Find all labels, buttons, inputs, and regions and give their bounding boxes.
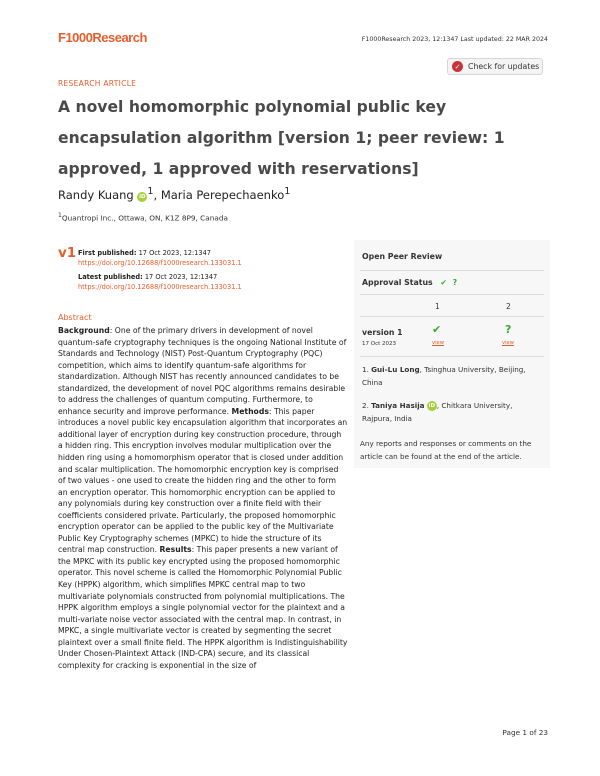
approved-check-icon: ✔ xyxy=(440,278,447,287)
reviewer-name[interactable]: Taniya Hasija xyxy=(371,401,425,410)
first-doi-link[interactable]: https://doi.org/10.12688/f1000research.133031.1 xyxy=(78,259,242,267)
open-peer-review-title: Open Peer Review xyxy=(362,252,443,261)
view-report-2-link[interactable]: view xyxy=(502,340,514,346)
reservations-question-icon: ? xyxy=(452,278,458,287)
author-name[interactable]: Maria Perepechaenko xyxy=(160,187,285,202)
reports-note: Any reports and responses or comments on the article can be found at the end of the article. xyxy=(360,439,532,461)
affiliation xyxy=(58,212,228,222)
divider xyxy=(360,316,544,317)
author-list: Randy Kuang iD $^1$, Maria Perepechaenko$^1$ xyxy=(58,186,291,202)
version-1-date: 17 Oct 2023 xyxy=(362,341,397,347)
crossmark-icon: ✓ xyxy=(452,61,463,72)
article-type: RESEARCH ARTICLE xyxy=(58,79,137,88)
latest-published-date: 17 Oct 2023, 12:1347 xyxy=(144,273,218,281)
first-published-label: First published: xyxy=(78,249,137,257)
journal-logo: F1000Research xyxy=(58,30,147,45)
reviewer-number: 1. xyxy=(362,365,369,374)
publication-info xyxy=(78,248,242,292)
article-title: A novel homomorphic polynomial public key encapsulation algorithm [version 1; peer review: 1 approved, 1 approved with reservations] xyxy=(58,98,505,178)
reservations-question-icon: ? xyxy=(505,323,512,336)
affiliation-sup: 1 xyxy=(58,212,62,219)
divider xyxy=(360,294,544,295)
reviewer-affiliation: , Tsinghua University, Beijing, China xyxy=(362,365,526,387)
results-label: Results xyxy=(159,545,192,555)
background-label: Background xyxy=(58,326,110,335)
orcid-icon[interactable]: iD xyxy=(139,193,146,200)
reviewer-item xyxy=(362,400,542,425)
methods-text: : This paper introduces a novel public key encapsulation algorithm that incorporates an additional layer of encryption during key construction procedure, through a hidden ring. This encryption involves modular multiplication over the hidden ring using a homomorphism operator that is closed under addition and scalar multiplication. The homomorphic encryption key is comprised of two values - one used to create the hidden ring and the other to form an encryption operator. This homomorphic encryption can be applied to any polynomials during key construction over a finite field with their coefficients considered private. Particularly, the proposed homomorphic encryption operator can be applied to the public key of the Multivariate Public Key Cryptography schemes (MPKC) to hide the structure of its central map construction. xyxy=(58,406,348,555)
view-report-1-link[interactable]: view xyxy=(432,340,444,346)
first-published-date: 17 Oct 2023, 12:1347 xyxy=(138,249,211,257)
methods-label: Methods xyxy=(231,406,269,416)
approval-status-label xyxy=(362,278,457,287)
check-for-updates-button[interactable] xyxy=(447,58,543,75)
affiliation-text: Quantropi Inc., Ottawa, ON, K1Z 8P9, Canada xyxy=(61,213,228,223)
approval-status-text: Approval Status xyxy=(362,278,433,287)
reviewer-item xyxy=(362,364,542,389)
orcid-icon[interactable]: iD xyxy=(428,403,436,409)
abstract-heading: Abstract xyxy=(58,313,92,322)
reviewer-column-1: 1 xyxy=(435,302,440,311)
abstract-body xyxy=(58,325,348,671)
version-1-label: version 1 xyxy=(362,328,403,337)
background-text: : One of the primary drivers in development of novel quantum-safe cryptography techniques is the ongoing National Institute of Standards and Technology (NIST) Post-Quantum Cryptography (PQC) competition, which aims to identify quantum-safe algorithms for standardization. Although NIST has recently announced candidates to be standardized, the development of novel PQC algorithms remains desirable to address the challenges of quantum computing. Furthermore, to enhance security and improve performance. xyxy=(58,326,347,416)
divider xyxy=(360,356,544,357)
latest-doi-link[interactable]: https://doi.org/10.12688/f1000research.133031.1 xyxy=(78,283,242,291)
approved-check-icon: ✔ xyxy=(432,323,442,336)
reviewer-column-2: 2 xyxy=(506,302,511,311)
latest-published-label: Latest published: xyxy=(78,273,143,281)
citation-line: F1000Research 2023, 12:1347 Last updated: 22 MAR 2024 xyxy=(361,36,548,43)
reviewer-name[interactable]: Gui-Lu Long xyxy=(371,365,420,374)
author-name[interactable]: Randy Kuang xyxy=(58,187,134,202)
reviewer-number: 2. xyxy=(362,401,369,410)
reviewer-affiliation: , Chitkara University, Rajpura, India xyxy=(362,401,513,423)
check-for-updates-label: Check for updates xyxy=(468,62,540,71)
author-affil-sup: 1 xyxy=(284,186,291,197)
open-peer-review-panel xyxy=(354,240,550,468)
divider xyxy=(360,270,544,271)
author-affil-sup: 1 xyxy=(147,186,154,197)
results-text: : This paper presents a new variant of the MPKC with its public key encrypted using the proposed homomorphic operator. This novel scheme is called the Homomorphic Polynomial Public Key (HPPK) algorithm, which simplifies MPKC central map to two multivariate polynomials constructed from polynomial multiplications. The HPPK algorithm employs a single polynomial vector for the plaintext and a multi-variate noise vector associated with the central map. In contrast, in MPKC, a single multivariate vector is created by segmenting the secret plaintext over a small finite field. The HPPK algorithm is Indistinguishability Under Chosen-Plaintext Attack (IND-CPA) secure, and its classical complexity for cracking is exponential in the size of xyxy=(58,545,348,670)
version-badge: v1 xyxy=(58,245,77,261)
page-number: Page 1 of 23 xyxy=(502,728,548,737)
